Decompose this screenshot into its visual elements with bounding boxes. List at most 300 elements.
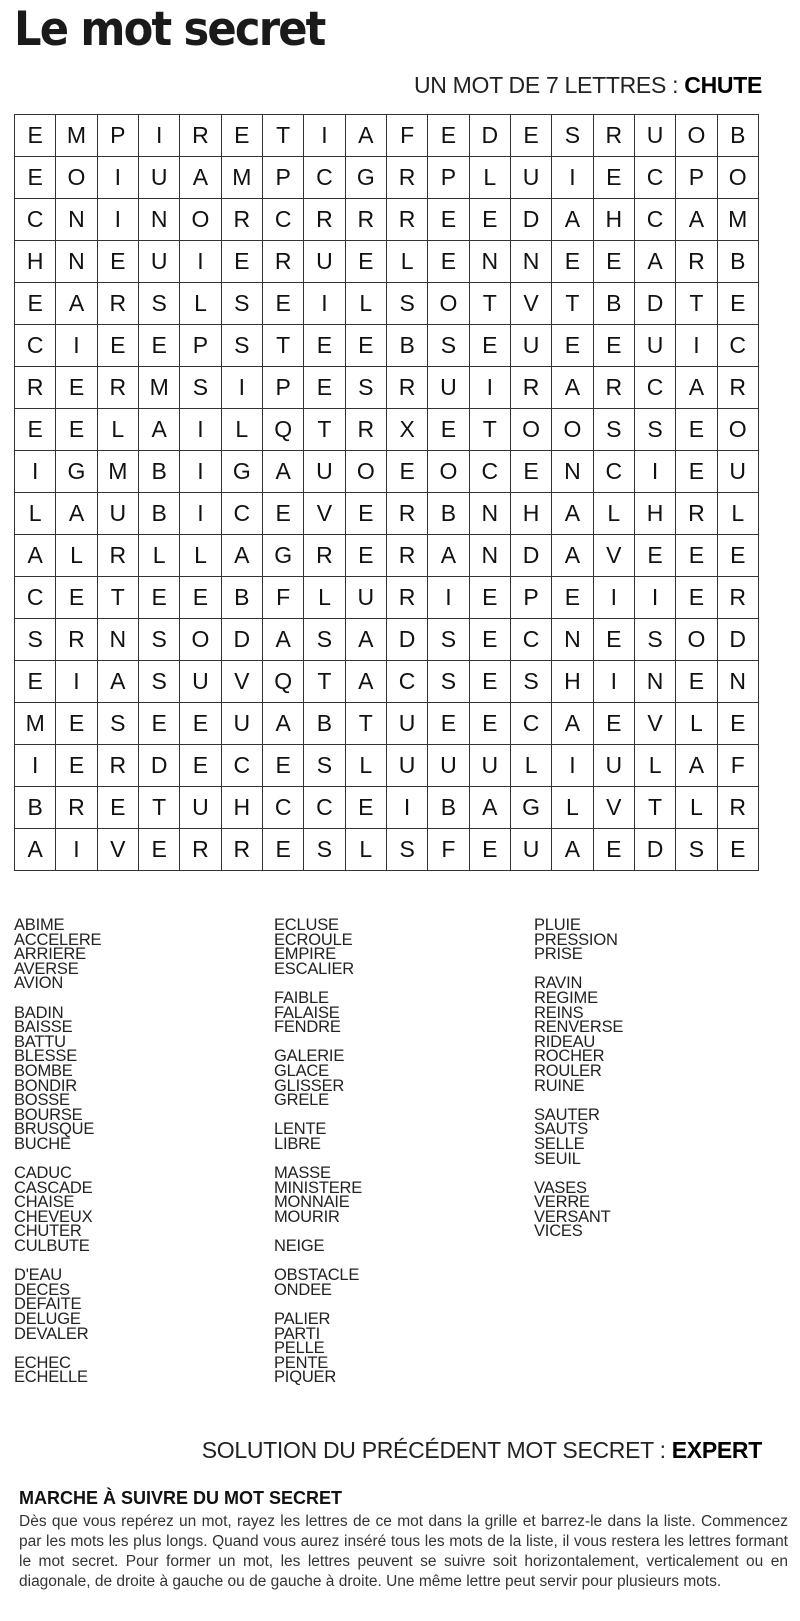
word-item[interactable]: DEFAITE (14, 1295, 82, 1314)
grid-cell[interactable]: R (676, 241, 717, 283)
grid-cell[interactable]: E (15, 409, 56, 451)
grid-cell[interactable]: G (221, 451, 262, 493)
grid-cell[interactable]: P (97, 115, 138, 157)
word-item[interactable]: GLISSER (274, 1076, 345, 1095)
grid-cell[interactable]: A (676, 367, 717, 409)
word-item[interactable]: ABIME (14, 916, 65, 934)
word-item[interactable]: SAUTER (534, 1105, 600, 1124)
word-item[interactable]: RIDEAU (534, 1032, 596, 1051)
word-item[interactable]: LIBRE (274, 1134, 321, 1153)
grid-cell[interactable]: S (510, 661, 551, 703)
grid-cell[interactable]: D (386, 619, 427, 661)
grid-cell[interactable]: A (56, 493, 97, 535)
word-item[interactable]: ECROULE (274, 930, 353, 949)
grid-cell[interactable]: E (428, 703, 469, 745)
grid-cell[interactable]: E (345, 325, 386, 367)
grid-cell[interactable]: S (138, 661, 179, 703)
grid-cell[interactable]: H (221, 787, 262, 829)
grid-cell[interactable]: E (469, 829, 510, 871)
word-item[interactable]: AVION (14, 974, 64, 993)
grid-cell[interactable]: E (304, 325, 345, 367)
grid-cell[interactable]: E (428, 115, 469, 157)
grid-cell[interactable]: L (510, 745, 551, 787)
grid-cell[interactable]: E (345, 493, 386, 535)
word-item[interactable]: MOURIR (274, 1207, 340, 1226)
word-item[interactable]: BATTU (14, 1032, 66, 1051)
grid-cell[interactable]: L (180, 283, 221, 325)
grid-cell[interactable]: I (180, 493, 221, 535)
grid-cell[interactable]: E (56, 409, 97, 451)
grid-cell[interactable]: H (634, 493, 675, 535)
grid-cell[interactable]: S (428, 661, 469, 703)
grid-cell[interactable]: R (386, 199, 427, 241)
grid-cell[interactable]: M (717, 199, 758, 241)
grid-cell[interactable]: A (15, 829, 56, 871)
grid-cell[interactable]: S (221, 325, 262, 367)
word-item[interactable]: D'EAU (14, 1266, 62, 1285)
grid-cell[interactable]: D (469, 115, 510, 157)
grid-cell[interactable]: C (634, 367, 675, 409)
grid-cell[interactable]: M (138, 367, 179, 409)
word-item[interactable]: CULBUTE (14, 1237, 90, 1256)
grid-cell[interactable]: E (593, 829, 634, 871)
grid-cell[interactable]: R (180, 115, 221, 157)
grid-cell[interactable]: T (552, 283, 593, 325)
grid-cell[interactable]: S (15, 619, 56, 661)
grid-cell[interactable]: E (221, 241, 262, 283)
grid-cell[interactable]: E (676, 451, 717, 493)
grid-cell[interactable]: B (717, 241, 758, 283)
grid-cell[interactable]: U (138, 157, 179, 199)
grid-cell[interactable]: I (593, 661, 634, 703)
grid-cell[interactable]: L (15, 493, 56, 535)
grid-cell[interactable]: U (386, 703, 427, 745)
grid-cell[interactable]: D (717, 619, 758, 661)
grid-cell[interactable]: N (469, 241, 510, 283)
grid-cell[interactable]: A (56, 283, 97, 325)
grid-cell[interactable]: R (593, 367, 634, 409)
word-item[interactable]: LENTE (274, 1120, 327, 1139)
grid-cell[interactable]: R (386, 493, 427, 535)
grid-cell[interactable]: B (138, 493, 179, 535)
grid-cell[interactable]: N (717, 661, 758, 703)
grid-cell[interactable]: C (510, 703, 551, 745)
grid-cell[interactable]: E (717, 283, 758, 325)
word-item[interactable]: ECLUSE (274, 916, 339, 934)
grid-cell[interactable]: R (386, 535, 427, 577)
grid-cell[interactable]: C (262, 199, 303, 241)
grid-cell[interactable]: X (386, 409, 427, 451)
grid-cell[interactable]: T (262, 115, 303, 157)
grid-cell[interactable]: S (634, 619, 675, 661)
grid-cell[interactable]: E (717, 535, 758, 577)
grid-cell[interactable]: R (593, 115, 634, 157)
grid-cell[interactable]: C (386, 661, 427, 703)
grid-cell[interactable]: S (593, 409, 634, 451)
grid-cell[interactable]: E (717, 703, 758, 745)
grid-cell[interactable]: E (593, 325, 634, 367)
grid-cell[interactable]: D (634, 283, 675, 325)
grid-cell[interactable]: U (304, 451, 345, 493)
word-item[interactable]: BOSSE (14, 1091, 70, 1110)
grid-cell[interactable]: G (510, 787, 551, 829)
grid-cell[interactable]: R (56, 787, 97, 829)
grid-cell[interactable]: I (552, 157, 593, 199)
word-item[interactable]: SAUTS (534, 1120, 589, 1139)
grid-cell[interactable]: E (345, 535, 386, 577)
grid-cell[interactable]: S (428, 325, 469, 367)
grid-cell[interactable]: O (428, 451, 469, 493)
grid-cell[interactable]: E (345, 787, 386, 829)
grid-cell[interactable]: U (345, 577, 386, 619)
grid-cell[interactable]: B (717, 115, 758, 157)
grid-cell[interactable]: N (469, 535, 510, 577)
grid-cell[interactable]: L (593, 493, 634, 535)
grid-cell[interactable]: L (676, 787, 717, 829)
grid-cell[interactable]: E (469, 703, 510, 745)
grid-cell[interactable]: I (15, 745, 56, 787)
grid-cell[interactable]: R (221, 199, 262, 241)
grid-cell[interactable]: M (97, 451, 138, 493)
word-item[interactable]: GRELE (274, 1091, 329, 1110)
grid-cell[interactable]: R (345, 199, 386, 241)
grid-cell[interactable]: A (345, 115, 386, 157)
word-item[interactable]: BAISSE (14, 1018, 73, 1037)
grid-cell[interactable]: E (469, 619, 510, 661)
grid-cell[interactable]: E (56, 745, 97, 787)
word-item[interactable]: CHAISE (14, 1193, 75, 1212)
grid-cell[interactable]: S (552, 115, 593, 157)
grid-cell[interactable]: E (717, 829, 758, 871)
grid-cell[interactable]: E (428, 241, 469, 283)
grid-cell[interactable]: S (345, 367, 386, 409)
word-item[interactable]: RENVERSE (534, 1018, 624, 1037)
grid-cell[interactable]: I (634, 451, 675, 493)
grid-cell[interactable]: L (345, 745, 386, 787)
word-item[interactable]: PARTI (274, 1324, 321, 1343)
grid-cell[interactable]: E (634, 535, 675, 577)
grid-cell[interactable]: P (428, 157, 469, 199)
grid-cell[interactable]: R (221, 829, 262, 871)
word-item[interactable]: REINS (534, 1003, 584, 1022)
grid-cell[interactable]: E (510, 451, 551, 493)
grid-cell[interactable]: I (386, 787, 427, 829)
grid-cell[interactable]: E (428, 409, 469, 451)
word-item[interactable]: BADIN (14, 1003, 64, 1022)
grid-cell[interactable]: N (510, 241, 551, 283)
grid-cell[interactable]: E (15, 115, 56, 157)
grid-cell[interactable]: P (676, 157, 717, 199)
grid-cell[interactable]: L (180, 535, 221, 577)
grid-cell[interactable]: E (15, 157, 56, 199)
grid-cell[interactable]: S (634, 409, 675, 451)
word-item[interactable]: PENTE (274, 1353, 329, 1372)
grid-cell[interactable]: L (634, 745, 675, 787)
grid-cell[interactable]: I (676, 325, 717, 367)
grid-cell[interactable]: E (676, 409, 717, 451)
grid-cell[interactable]: O (180, 619, 221, 661)
word-item[interactable]: VERSANT (534, 1207, 611, 1226)
grid-cell[interactable]: T (304, 409, 345, 451)
grid-cell[interactable]: E (676, 535, 717, 577)
grid-cell[interactable]: U (180, 661, 221, 703)
grid-cell[interactable]: V (221, 661, 262, 703)
grid-cell[interactable]: L (97, 409, 138, 451)
grid-cell[interactable]: P (262, 157, 303, 199)
grid-cell[interactable]: C (15, 199, 56, 241)
grid-cell[interactable]: I (428, 577, 469, 619)
word-item[interactable]: PRESSION (534, 930, 618, 949)
grid-cell[interactable]: U (717, 451, 758, 493)
word-item[interactable]: PIQUER (274, 1368, 337, 1387)
grid-cell[interactable]: B (593, 283, 634, 325)
grid-cell[interactable]: R (717, 367, 758, 409)
grid-cell[interactable]: P (180, 325, 221, 367)
grid-cell[interactable]: S (180, 367, 221, 409)
grid-cell[interactable]: E (180, 703, 221, 745)
word-item[interactable]: RAVIN (534, 974, 583, 993)
grid-cell[interactable]: S (386, 829, 427, 871)
grid-cell[interactable]: R (97, 367, 138, 409)
word-item[interactable]: AVERSE (14, 959, 79, 978)
grid-cell[interactable]: I (593, 577, 634, 619)
word-item[interactable]: FAIBLE (274, 988, 329, 1007)
grid-cell[interactable]: E (180, 577, 221, 619)
grid-cell[interactable]: I (138, 115, 179, 157)
grid-cell[interactable]: C (304, 787, 345, 829)
word-item[interactable]: EMPIRE (274, 945, 337, 964)
grid-cell[interactable]: C (634, 157, 675, 199)
grid-cell[interactable]: S (97, 703, 138, 745)
grid-cell[interactable]: E (262, 829, 303, 871)
grid-cell[interactable]: I (56, 829, 97, 871)
grid-cell[interactable]: U (386, 745, 427, 787)
grid-cell[interactable]: T (345, 703, 386, 745)
grid-cell[interactable]: C (304, 157, 345, 199)
grid-cell[interactable]: V (634, 703, 675, 745)
grid-cell[interactable]: T (138, 787, 179, 829)
grid-cell[interactable]: U (510, 157, 551, 199)
grid-cell[interactable]: T (469, 283, 510, 325)
grid-cell[interactable]: C (593, 451, 634, 493)
word-item[interactable]: CADUC (14, 1164, 72, 1183)
grid-cell[interactable]: D (510, 199, 551, 241)
grid-cell[interactable]: E (552, 577, 593, 619)
grid-cell[interactable]: B (15, 787, 56, 829)
grid-cell[interactable]: A (552, 367, 593, 409)
grid-cell[interactable]: O (676, 115, 717, 157)
grid-cell[interactable]: T (304, 661, 345, 703)
grid-cell[interactable]: O (180, 199, 221, 241)
grid-cell[interactable]: O (510, 409, 551, 451)
grid-cell[interactable]: L (345, 283, 386, 325)
grid-cell[interactable]: C (717, 325, 758, 367)
word-item[interactable]: PALIER (274, 1310, 331, 1329)
word-item[interactable]: CHUTER (14, 1222, 82, 1241)
word-item[interactable]: ACCELERE (14, 930, 102, 949)
grid-cell[interactable]: B (428, 493, 469, 535)
grid-cell[interactable]: N (552, 451, 593, 493)
grid-cell[interactable]: E (428, 199, 469, 241)
grid-cell[interactable]: E (15, 661, 56, 703)
grid-cell[interactable]: R (15, 367, 56, 409)
grid-cell[interactable]: L (469, 157, 510, 199)
grid-cell[interactable]: A (262, 619, 303, 661)
word-item[interactable]: CHEVEUX (14, 1207, 93, 1226)
grid-cell[interactable]: E (97, 325, 138, 367)
word-item[interactable]: ARRIERE (14, 945, 86, 964)
grid-cell[interactable]: F (428, 829, 469, 871)
grid-cell[interactable]: B (138, 451, 179, 493)
grid-cell[interactable]: L (676, 703, 717, 745)
word-item[interactable]: ONDEE (274, 1280, 332, 1299)
grid-cell[interactable]: L (221, 409, 262, 451)
grid-cell[interactable]: E (593, 703, 634, 745)
grid-cell[interactable]: V (510, 283, 551, 325)
grid-cell[interactable]: E (552, 241, 593, 283)
grid-cell[interactable]: A (552, 199, 593, 241)
grid-cell[interactable]: F (386, 115, 427, 157)
grid-cell[interactable]: V (593, 535, 634, 577)
grid-cell[interactable]: C (15, 577, 56, 619)
grid-cell[interactable]: N (56, 199, 97, 241)
grid-cell[interactable]: S (386, 283, 427, 325)
grid-cell[interactable]: I (304, 283, 345, 325)
grid-cell[interactable]: R (304, 199, 345, 241)
grid-cell[interactable]: L (138, 535, 179, 577)
grid-cell[interactable]: E (469, 325, 510, 367)
grid-cell[interactable]: E (469, 199, 510, 241)
word-item[interactable]: NEIGE (274, 1237, 325, 1256)
grid-cell[interactable]: A (345, 661, 386, 703)
word-item[interactable]: BLESSE (14, 1047, 78, 1066)
grid-cell[interactable]: R (386, 367, 427, 409)
word-item[interactable]: VICES (534, 1222, 583, 1241)
grid-cell[interactable]: A (180, 157, 221, 199)
grid-cell[interactable]: C (262, 787, 303, 829)
grid-cell[interactable]: N (469, 493, 510, 535)
word-item[interactable]: MASSE (274, 1164, 331, 1183)
grid-cell[interactable]: O (428, 283, 469, 325)
grid-cell[interactable]: O (676, 619, 717, 661)
grid-cell[interactable]: I (97, 157, 138, 199)
grid-cell[interactable]: R (56, 619, 97, 661)
word-item[interactable]: BUCHE (14, 1134, 71, 1153)
grid-cell[interactable]: E (180, 745, 221, 787)
word-item[interactable]: SELLE (534, 1134, 585, 1153)
word-item[interactable]: PRISE (534, 945, 583, 964)
grid-cell[interactable]: I (56, 325, 97, 367)
grid-cell[interactable]: L (717, 493, 758, 535)
grid-cell[interactable]: M (56, 115, 97, 157)
grid-cell[interactable]: D (510, 535, 551, 577)
grid-cell[interactable]: E (386, 451, 427, 493)
grid-cell[interactable]: C (469, 451, 510, 493)
grid-cell[interactable]: A (262, 703, 303, 745)
grid-cell[interactable]: S (304, 619, 345, 661)
word-item[interactable]: MONNAIE (274, 1193, 350, 1212)
grid-cell[interactable]: U (469, 745, 510, 787)
word-item[interactable]: MINISTERE (274, 1178, 363, 1197)
grid-cell[interactable]: E (97, 787, 138, 829)
word-item[interactable]: FALAISE (274, 1003, 340, 1022)
grid-cell[interactable]: N (634, 661, 675, 703)
grid-cell[interactable]: M (15, 703, 56, 745)
grid-cell[interactable]: S (138, 283, 179, 325)
grid-cell[interactable]: S (428, 619, 469, 661)
grid-cell[interactable]: E (676, 661, 717, 703)
grid-cell[interactable]: C (510, 619, 551, 661)
word-item[interactable]: ECHELLE (14, 1368, 88, 1387)
grid-cell[interactable]: A (428, 535, 469, 577)
grid-cell[interactable]: T (97, 577, 138, 619)
grid-cell[interactable]: L (552, 787, 593, 829)
word-item[interactable]: DELUGE (14, 1310, 81, 1329)
grid-cell[interactable]: H (510, 493, 551, 535)
grid-cell[interactable]: E (56, 703, 97, 745)
word-item[interactable]: BRUSQUE (14, 1120, 95, 1139)
grid-cell[interactable]: V (304, 493, 345, 535)
grid-cell[interactable]: S (304, 745, 345, 787)
grid-cell[interactable]: E (593, 157, 634, 199)
grid-cell[interactable]: H (15, 241, 56, 283)
grid-cell[interactable]: Q (262, 661, 303, 703)
grid-cell[interactable]: V (97, 829, 138, 871)
grid-cell[interactable]: R (180, 829, 221, 871)
grid-cell[interactable]: I (469, 367, 510, 409)
grid-cell[interactable]: R (97, 283, 138, 325)
grid-cell[interactable]: R (510, 367, 551, 409)
grid-cell[interactable]: G (262, 535, 303, 577)
grid-cell[interactable]: S (676, 829, 717, 871)
grid-cell[interactable]: D (634, 829, 675, 871)
word-item[interactable]: RUINE (534, 1076, 585, 1095)
grid-cell[interactable]: R (345, 409, 386, 451)
grid-cell[interactable]: F (262, 577, 303, 619)
grid-cell[interactable]: U (180, 787, 221, 829)
grid-cell[interactable]: H (552, 661, 593, 703)
grid-cell[interactable]: C (221, 745, 262, 787)
grid-cell[interactable]: E (262, 283, 303, 325)
grid-cell[interactable]: A (97, 661, 138, 703)
grid-cell[interactable]: T (469, 409, 510, 451)
grid-cell[interactable]: U (428, 367, 469, 409)
grid-cell[interactable]: O (56, 157, 97, 199)
grid-cell[interactable]: P (510, 577, 551, 619)
grid-cell[interactable]: H (593, 199, 634, 241)
grid-cell[interactable]: D (221, 619, 262, 661)
grid-cell[interactable]: G (345, 157, 386, 199)
word-item[interactable]: VASES (534, 1178, 587, 1197)
grid-cell[interactable]: U (97, 493, 138, 535)
word-item[interactable]: DEVALER (14, 1324, 89, 1343)
grid-cell[interactable]: A (345, 619, 386, 661)
grid-cell[interactable]: G (56, 451, 97, 493)
grid-cell[interactable]: A (552, 493, 593, 535)
grid-cell[interactable]: R (386, 577, 427, 619)
word-item[interactable]: ECHEC (14, 1353, 71, 1372)
grid-cell[interactable]: A (15, 535, 56, 577)
word-item[interactable]: ROCHER (534, 1047, 605, 1066)
grid-cell[interactable]: E (221, 115, 262, 157)
grid-cell[interactable]: E (138, 577, 179, 619)
word-item[interactable]: PLUIE (534, 916, 581, 934)
grid-cell[interactable]: C (15, 325, 56, 367)
grid-cell[interactable]: E (56, 367, 97, 409)
word-item[interactable]: DECES (14, 1280, 70, 1299)
grid-cell[interactable]: U (221, 703, 262, 745)
grid-cell[interactable]: R (97, 745, 138, 787)
